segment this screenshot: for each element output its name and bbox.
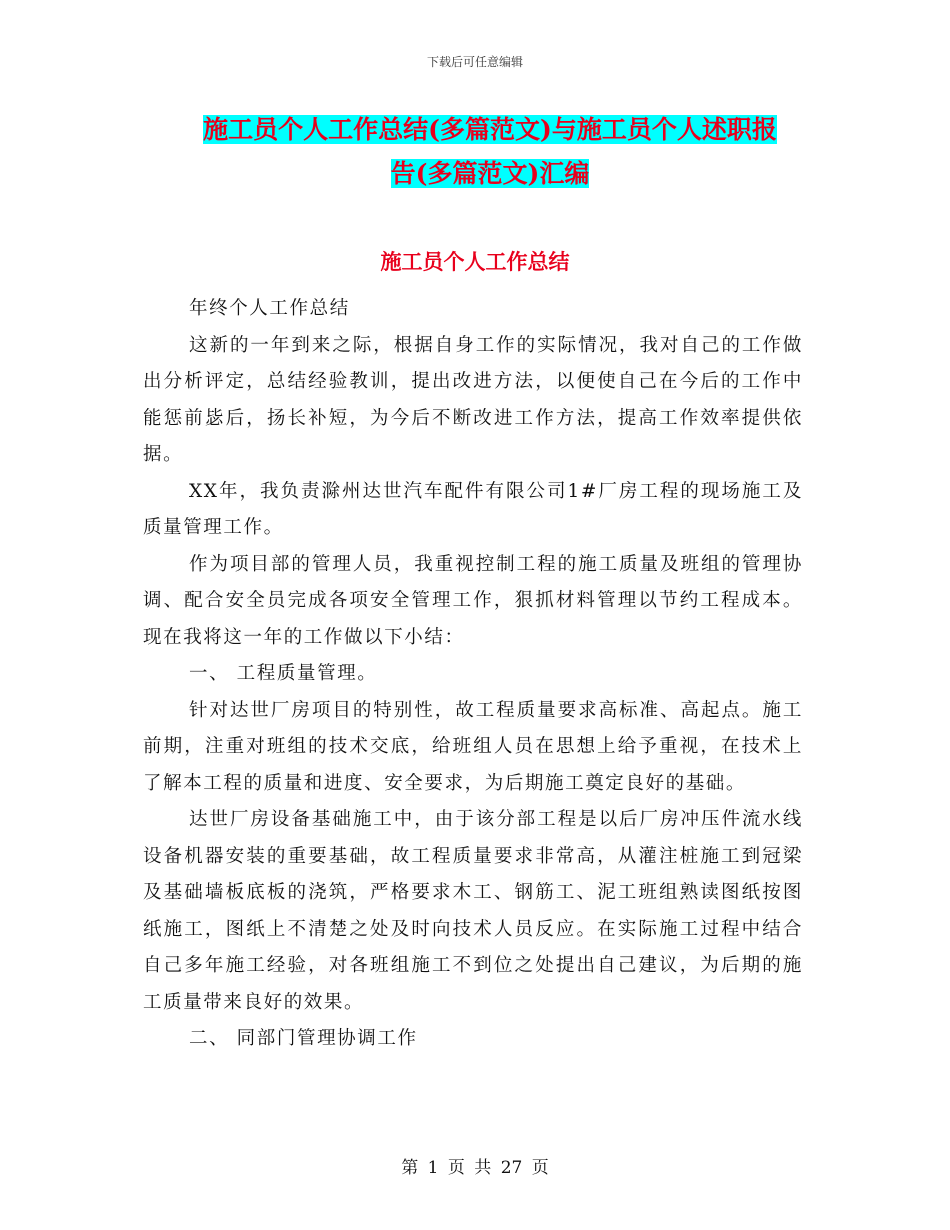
page-number-footer: 第 1 页 共 27 页 [401,1158,549,1178]
document-title [140,108,840,196]
paragraph: 作为项目部的管理人员，我重视控制工程的施工质量及班组的管理协调、配合安全员完成各项安全管理工作，狠抓材料管理以节约工程成本。现在我将这一年的工作做以下小结： [143,553,803,648]
paragraph-subtitle: 年终个人工作总结 [189,298,350,319]
paragraph: 针对达世厂房项目的特别性，故工程质量要求高标准、高起点。施工前期，注重对班组的技术交底，给班组人员在思想上给予重视，在技术上了解本工程的质量和进度、安全要求，为后期施工奠定良好的基础。 [143,699,803,794]
section-title: 施工员个人工作总结 [380,249,570,274]
header-note: 下载后可任意编辑 [426,55,523,69]
paragraph: XX年，我负责滁州达世汽车配件有限公司1#厂房工程的现场施工及质量管理工作。 [143,480,803,538]
section-heading-2: 二、 同部门管理协调工作 [189,1028,418,1049]
paragraph: 达世厂房设备基础施工中，由于该分部工程是以后厂房冲压件流水线设备机器安装的重要基础，故工程质量要求非常高，从灌注桩施工到冠梁及基础墙板底板的浇筑，严格要求木工、钢筋工、泥工班组熟读图纸按图纸施工，图纸上不清楚之处及时向技术人员反应。在实际施工过程中结合自己多年施工经验，对各班组施工不到位之处提出自己建议，为后期的施工质量带来良好的效果。 [143,809,803,1013]
document-title-line-1: 施工员个人工作总结(多篇范文)与施工员个人述职报 [203,115,777,144]
section-heading-1: 一、 工程质量管理。 [189,663,378,684]
paragraph: 这新的一年到来之际，根据自身工作的实际情况，我对自己的工作做出分析评定，总结经验教训，提出改进方法，以便使自己在今后的工作中能惩前毖后，扬长补短，为今后不断改进工作方法，提高工作效率提供依据。 [143,334,803,465]
document-title-line-2: 告(多篇范文)汇编 [390,159,590,188]
document-body [143,291,803,1058]
